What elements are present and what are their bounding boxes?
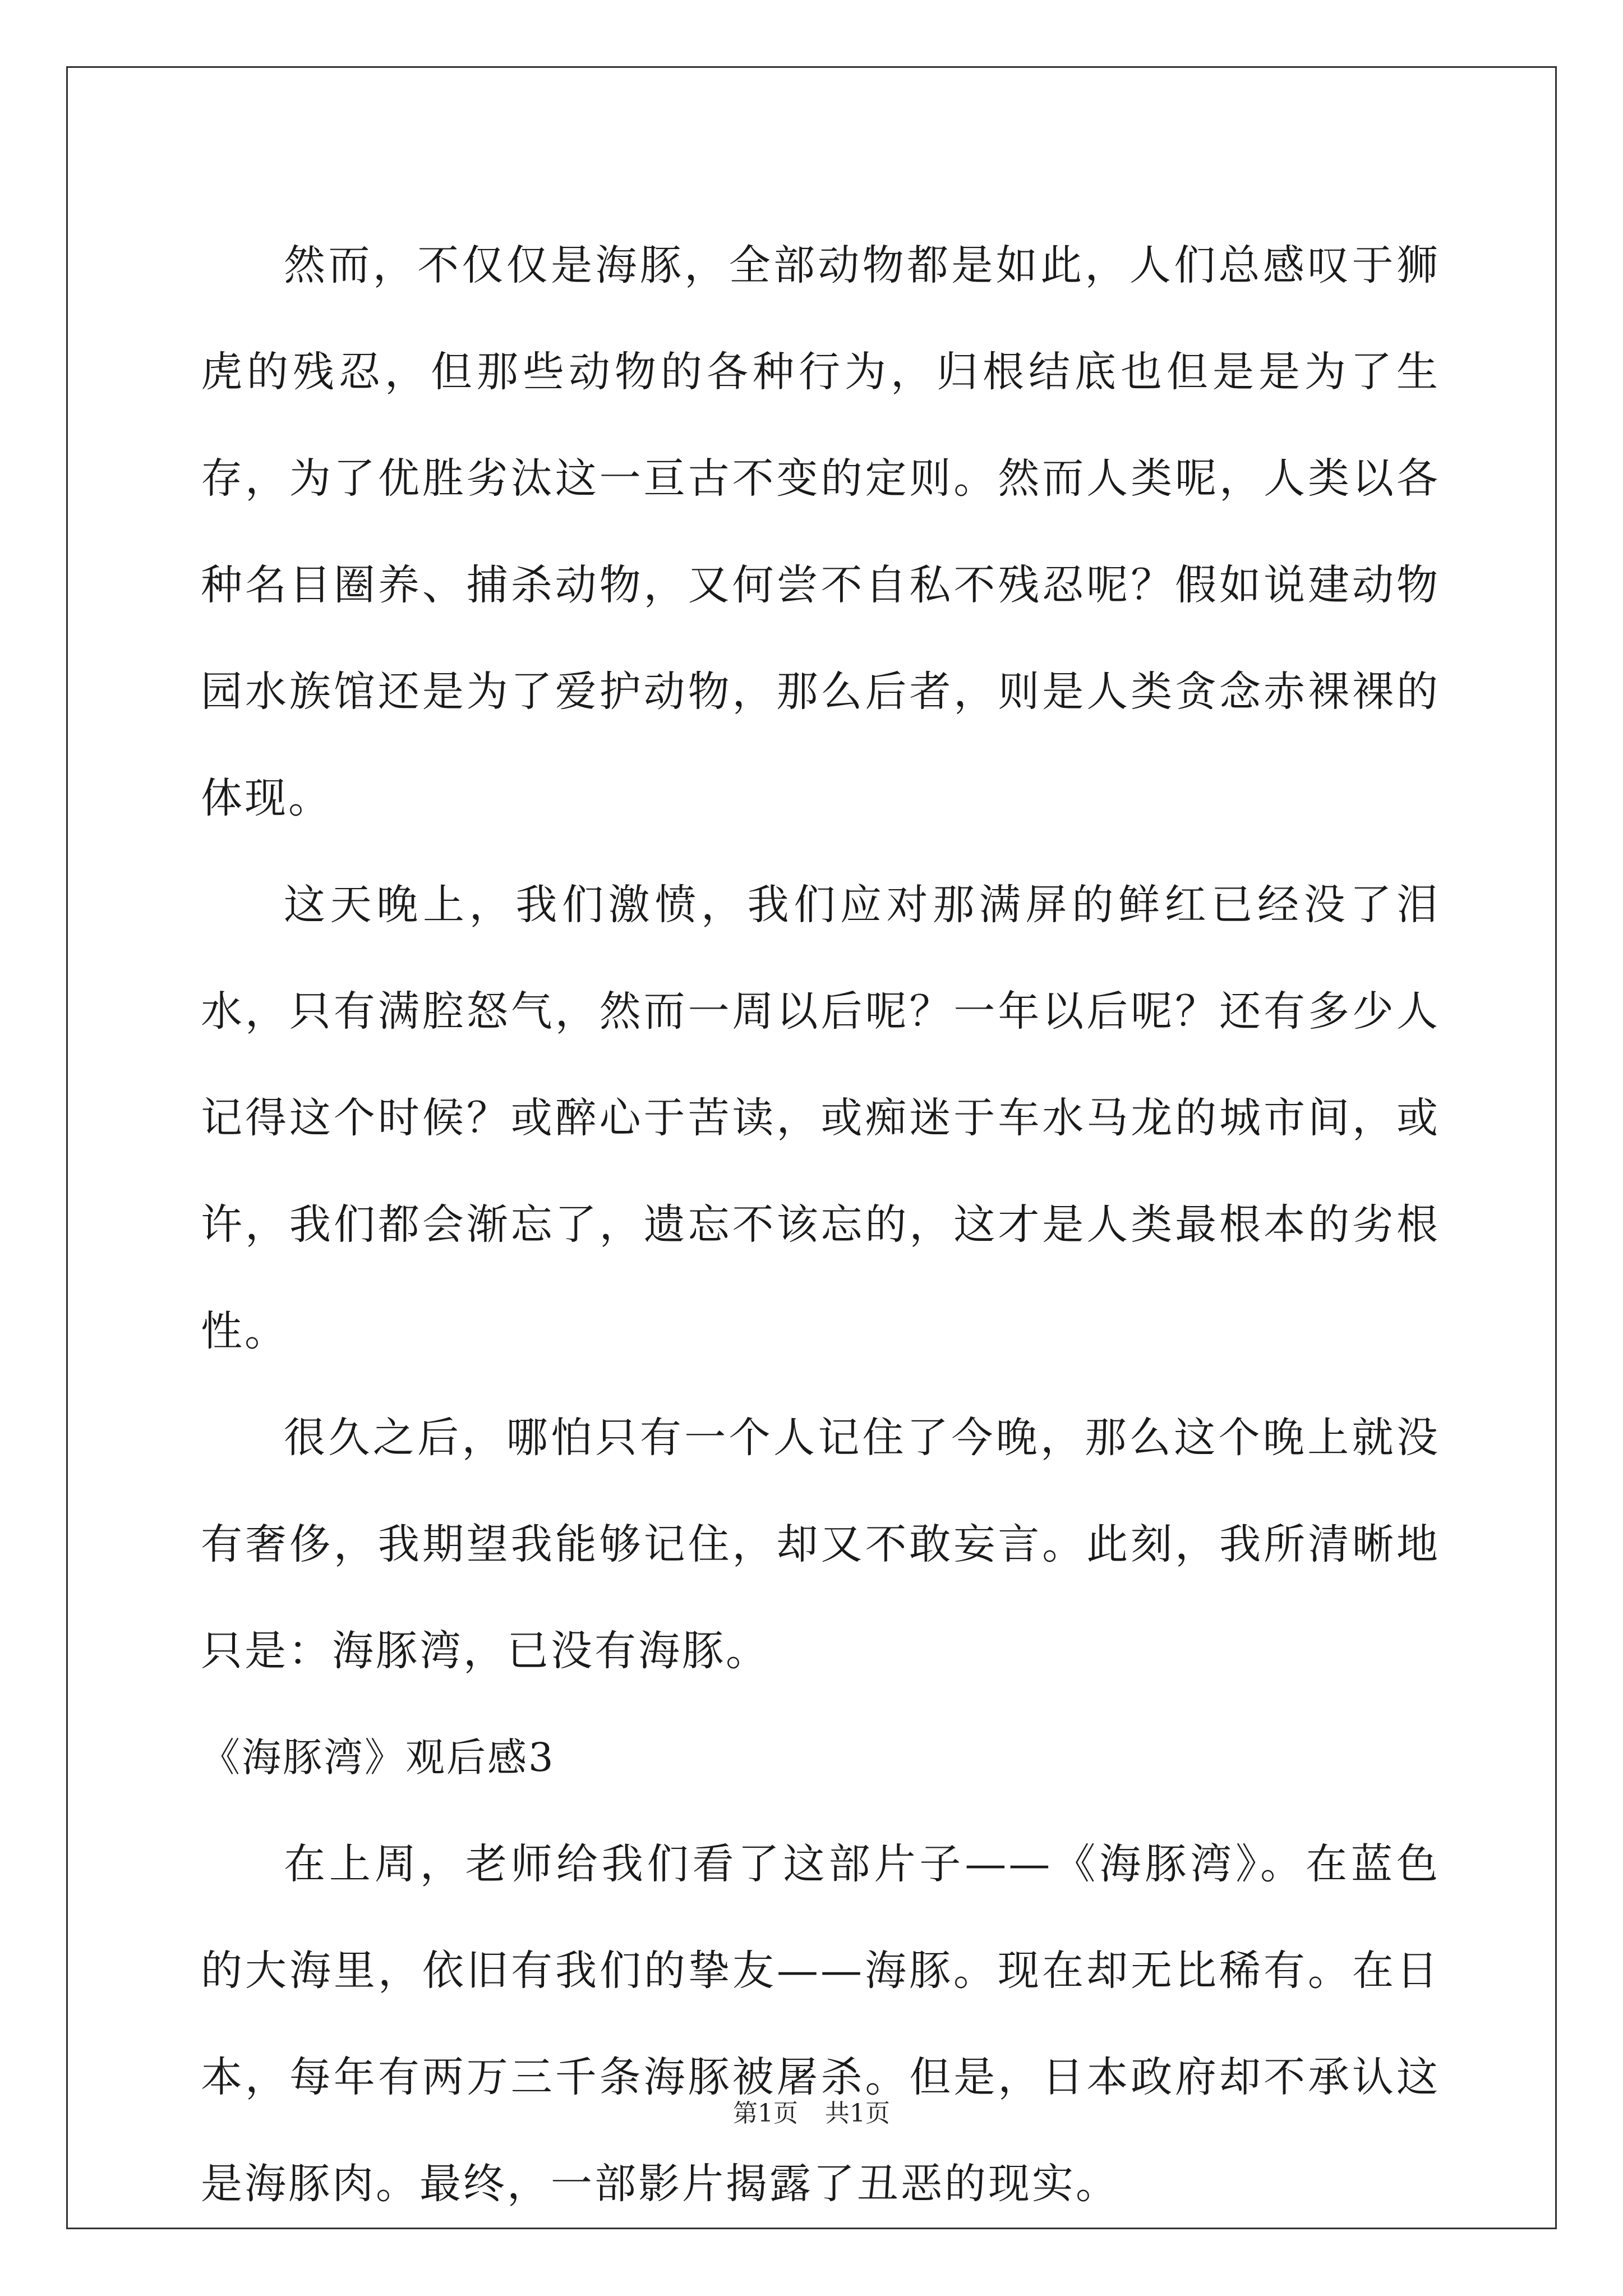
paragraph-4: 在上周，老师给我们看了这部片子——《海豚湾》。在蓝色的大海里，依旧有我们的挚友——海豚。现在却无比稀有。在日本，每年有两万三千条海豚被屠杀。但是，日本政府却不承认这是海豚肉。最终，一部影片揭露了丑恶的现实。 [201, 1840, 1440, 2208]
document-body [201, 212, 1440, 2237]
paragraph-2: 这天晚上，我们激愤，我们应对那满屏的鲜红已经没了泪水，只有满腔怒气，然而一周以后呢？一年以后呢？还有多少人记得这个时候？或醉心于苦读，或痴迷于车水马龙的城市间，或许，我们都会渐忘了，遗忘不该忘的，这才是人类最根本的劣根性。 [201, 881, 1440, 1355]
page-footer [0, 2097, 1623, 2131]
page-total: 共1页 [825, 2099, 890, 2128]
page-number: 第1页 [733, 2099, 798, 2128]
section-heading: 《海豚湾》观后感3 [201, 1734, 555, 1780]
paragraph-3: 很久之后，哪怕只有一个人记住了今晚，那么这个晚上就没有奢侈，我期望我能够记住，却又不敢妄言。此刻，我所清晰地只是：海豚湾，已没有海豚。 [201, 1414, 1440, 1675]
paragraph-1: 然而，不仅仅是海豚，全部动物都是如此，人们总感叹于狮虎的残忍，但那些动物的各种行为，归根结底也但是是为了生存，为了优胜劣汰这一亘古不变的定则。然而人类呢，人类以各种名目圈养、捕杀动物，又何尝不自私不残忍呢？假如说建动物园水族馆还是为了爱护动物，那么后者，则是人类贪念赤裸裸的体现。 [201, 241, 1440, 822]
